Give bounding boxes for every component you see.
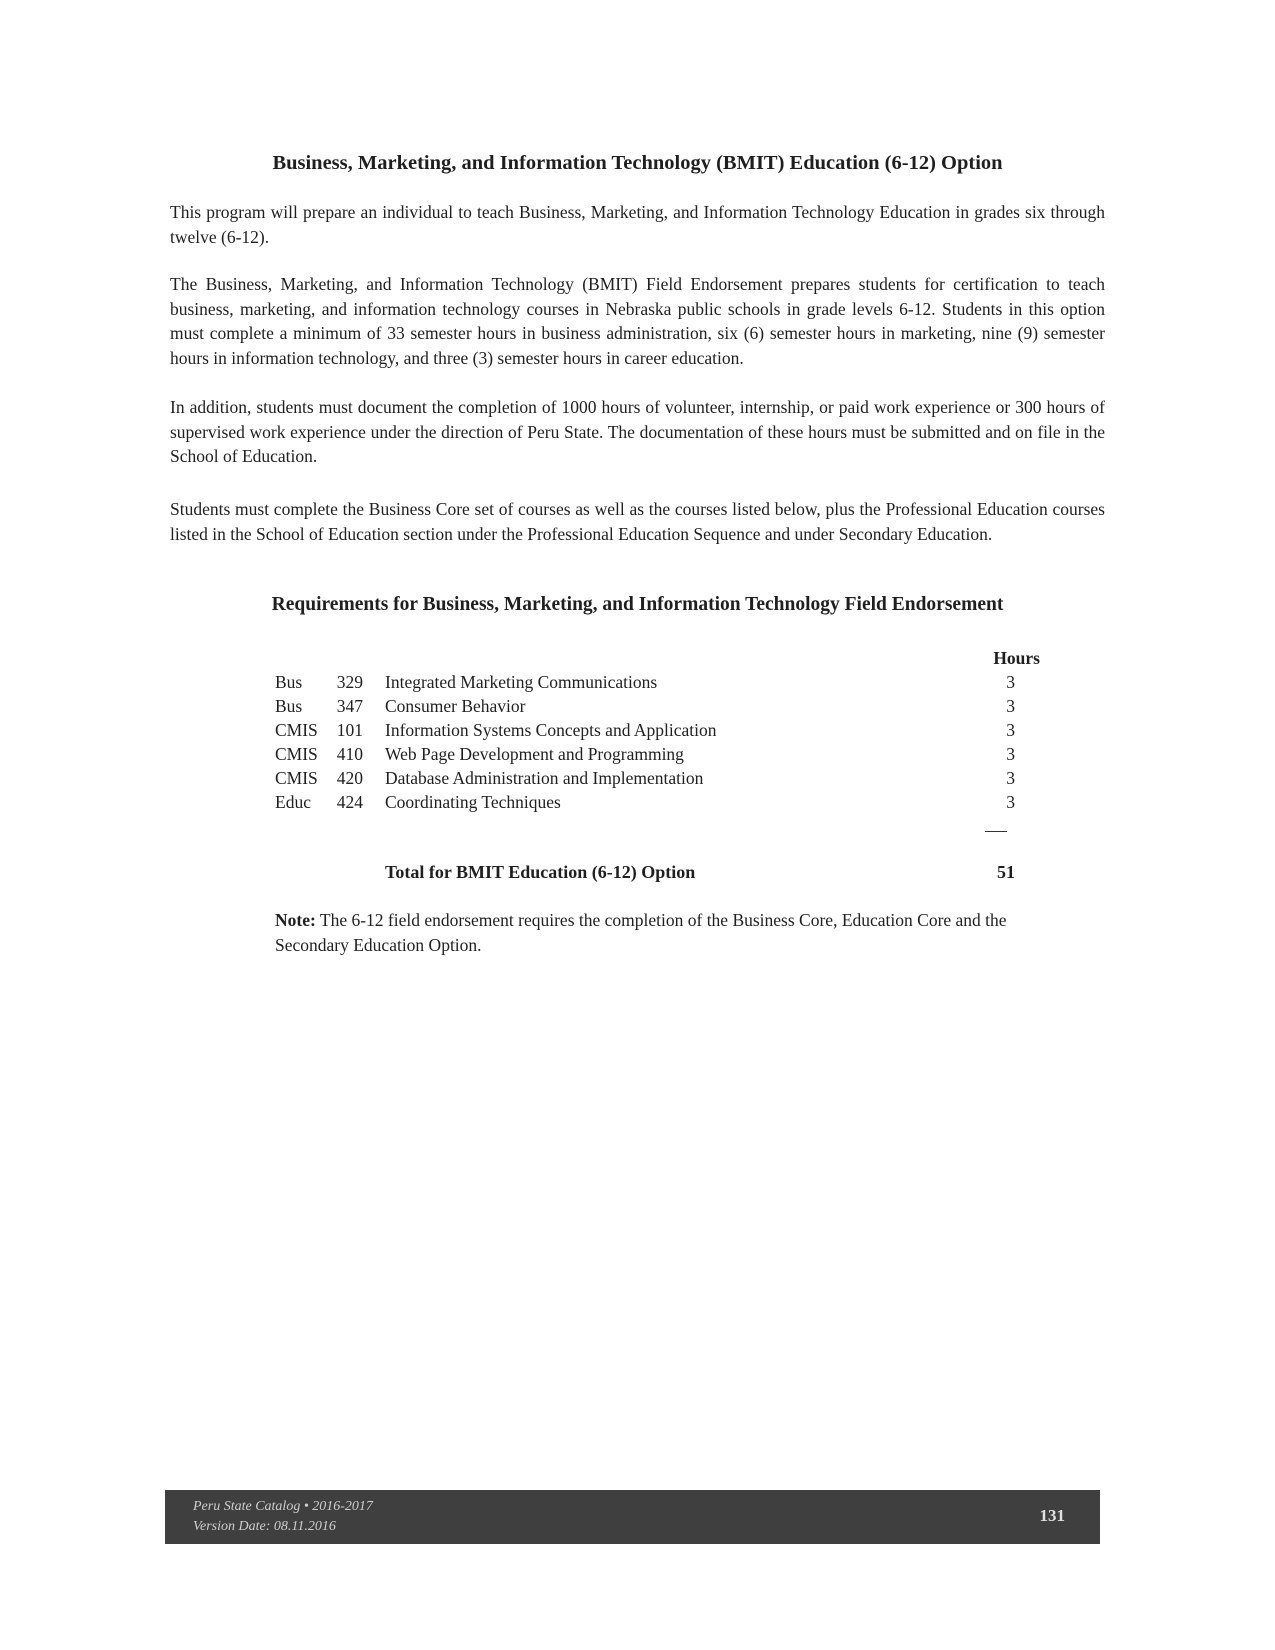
course-hours: 3 xyxy=(1006,792,1015,812)
page-title: Business, Marketing, and Information Technology (BMIT) Education (6-12) Option xyxy=(272,152,1003,174)
paragraph-work-experience: In addition, students must document the completion of 1000 hours of volunteer, internship, or paid work experience or 300 hours of supervised work experience under the direction of Peru State. The documentation of these hours must be submitted and on file in the School of Education. xyxy=(170,397,1105,466)
course-number: 424 xyxy=(336,792,363,812)
course-number: 101 xyxy=(336,720,363,740)
course-hours: 3 xyxy=(1006,720,1015,740)
page-number: 131 xyxy=(1039,1506,1065,1525)
requirements-title: Requirements for Business, Marketing, and Information Technology Field Endorsement xyxy=(271,594,1004,615)
total-hours: 51 xyxy=(997,862,1015,882)
course-dept: Bus xyxy=(275,672,303,692)
course-dept: Educ xyxy=(275,792,311,812)
hours-column-header: Hours xyxy=(993,648,1040,668)
note-label: Note: xyxy=(275,910,316,930)
course-name: Integrated Marketing Communications xyxy=(385,672,658,692)
course-dept: CMIS xyxy=(275,744,318,764)
sum-divider xyxy=(985,831,1007,832)
course-dept: CMIS xyxy=(275,720,318,740)
course-number: 410 xyxy=(336,744,363,764)
course-name: Consumer Behavior xyxy=(385,696,526,716)
note xyxy=(275,908,1050,957)
course-row xyxy=(275,790,1015,814)
course-hours: 3 xyxy=(1006,696,1015,716)
course-hours: 3 xyxy=(1006,768,1015,788)
footer-catalog-title: Peru State Catalog • 2016-2017 xyxy=(193,1499,373,1514)
course-row xyxy=(275,694,1015,718)
course-name: Web Page Development and Programming xyxy=(385,744,684,764)
course-name: Database Administration and Implementation xyxy=(385,768,704,788)
course-row xyxy=(275,766,1015,790)
page-footer xyxy=(165,1490,1100,1544)
course-name: Information Systems Concepts and Application xyxy=(385,720,717,740)
note-text: The 6-12 field endorsement requires the completion of the Business Core, Education Core and the Secondary Education Option. xyxy=(275,910,1007,955)
paragraph-core-courses: Students must complete the Business Core set of courses as well as the courses listed below, plus the Professional Education courses listed in the School of Education section under the Professional Education Sequence and under Secondary Education. xyxy=(170,499,1105,544)
course-hours: 3 xyxy=(1006,672,1015,692)
course-hours: 3 xyxy=(1006,744,1015,764)
course-dept: Bus xyxy=(275,696,303,716)
course-number: 347 xyxy=(336,696,363,716)
total-label: Total for BMIT Education (6-12) Option xyxy=(385,862,696,882)
course-name: Coordinating Techniques xyxy=(385,792,561,812)
course-number: 329 xyxy=(336,672,363,692)
requirements-table xyxy=(275,670,1015,814)
paragraph-endorsement: The Business, Marketing, and Information Technology (BMIT) Field Endorsement prepares students for certification to teach business, marketing, and information technology courses in Nebraska public schools in grade levels 6-12. Students in this option must complete a minimum of 33 semester hours in business administration, six (6) semester hours in marketing, nine (9) semester hours in information technology, and three (3) semester hours in career education. xyxy=(170,274,1105,368)
course-row xyxy=(275,718,1015,742)
course-row xyxy=(275,670,1015,694)
course-dept: CMIS xyxy=(275,768,318,788)
course-number: 420 xyxy=(336,768,363,788)
paragraph-intro: This program will prepare an individual to teach Business, Marketing, and Information Technology Education in grades six through twelve (6-12). xyxy=(170,202,1105,247)
course-row xyxy=(275,742,1015,766)
footer-version-date: Version Date: 08.11.2016 xyxy=(193,1519,336,1534)
